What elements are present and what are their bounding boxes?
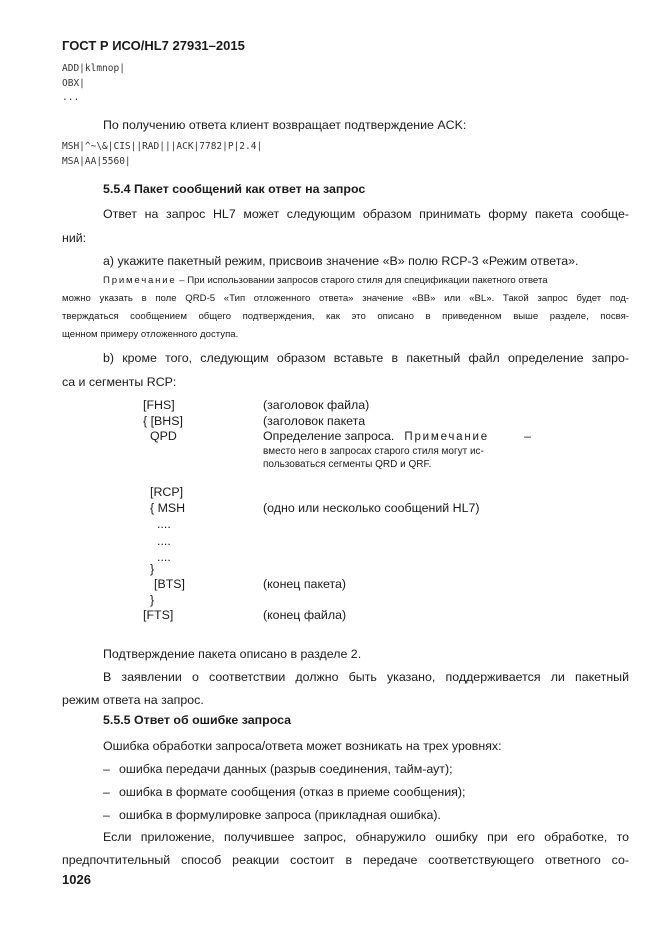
paragraph-intro: Ошибка обработки запроса/ответа может возникать на трех уровнях: [103, 739, 502, 753]
desc-qpd-line: пользоваться сегменты QRD и QRF. [263, 459, 432, 470]
segment-fts: [FTS] [143, 608, 174, 622]
code-line: MSA|AA|5560| [62, 156, 131, 167]
code-line: OBX| [62, 78, 85, 89]
segment-ellipsis: .... [157, 550, 171, 564]
segment-brace: } [150, 562, 155, 576]
list-item: ошибка в формате сообщения (отказ в приеме сообщения); [119, 785, 466, 799]
section-heading-5-5-5: 5.5.5 Ответ об ошибке запроса [103, 713, 292, 727]
list-item-dash: – [103, 762, 110, 776]
segment-msh: { MSH [150, 501, 186, 515]
code-line: ADD|klmnop| [62, 63, 125, 74]
desc-qpd-dash: – [524, 429, 531, 443]
segment-qpd: QPD [150, 429, 177, 443]
paragraph-line: Если приложение, получившее запрос, обнаружило ошибку при его обработке, то [103, 830, 629, 844]
paragraph-line: режим ответа на запрос. [62, 693, 204, 707]
list-item-dash: – [103, 808, 110, 822]
list-item-b: b) кроме того, следующим образом вставьте в пакетный файл определение запро- [103, 351, 629, 365]
desc-fhs: (заголовок файла) [263, 398, 370, 412]
note-line: щенном примеру отложенного доступа. [62, 329, 239, 340]
code-line: ... [62, 92, 80, 103]
section-heading-5-5-4: 5.5.4 Пакет сообщений как ответ на запрос [103, 182, 366, 196]
desc-bts: (конец пакета) [263, 577, 347, 591]
desc-qpd-note-label: Примечание [404, 431, 489, 443]
note-text: – При использовании запросов старого стиля для спецификации пакетного ответа [176, 275, 548, 286]
list-item: ошибка в формулировке запроса (прикладная ошибка). [119, 808, 441, 822]
list-item-a: а) укажите пакетный режим, присвоив значение «B» полю RCP-3 «Режим ответа». [103, 254, 579, 268]
paragraph-line: Ответ на запрос HL7 может следующим образом принимать форму пакета сообще- [103, 207, 629, 221]
note-line: можно указать в поле QRD-5 «Тип отложенного ответа» значение «BB» или «BL». Такой запрос будет под- [62, 293, 629, 304]
segment-bhs: { [BHS] [143, 414, 183, 428]
paragraph-line: ний: [62, 231, 87, 245]
paragraph-line: В заявлении о соответствии должно быть указано, поддерживается ли пакетный [103, 670, 629, 684]
desc-qpd-text: Определение запроса. [263, 429, 395, 443]
segment-brace: } [150, 593, 155, 607]
desc-bhs: (заголовок пакета [263, 414, 366, 428]
page-number: 1026 [62, 872, 91, 887]
list-item-dash: – [103, 785, 110, 799]
desc-qpd-line: вместо него в запросах старого стиля могут ис- [263, 446, 484, 457]
note-line [103, 272, 548, 290]
desc-fts: (конец файла) [263, 608, 347, 622]
segment-rcp: [RCP] [150, 485, 184, 499]
paragraph-batch-ack: Подтверждение пакета описано в разделе 2. [103, 647, 362, 661]
segment-ellipsis: .... [157, 534, 171, 548]
segment-ellipsis: .... [157, 517, 171, 531]
note-line: тверждаться сообщением общего подтверждения, как это описано в приведенном выше разделе, посвя- [62, 311, 629, 322]
segment-fhs: [FHS] [143, 398, 175, 412]
paragraph-line: предпочтительный способ реакции состоит в передаче соответствующего ответного со- [62, 853, 629, 867]
list-item: ошибка передачи данных (разрыв соединения, тайм-аут); [119, 762, 453, 776]
desc-msh: (одно или несколько сообщений HL7) [263, 501, 480, 515]
paragraph-line: са и сегменты RCP: [62, 375, 177, 389]
document-header: ГОСТ Р ИСО/HL7 27931–2015 [62, 38, 245, 53]
code-line: MSH|^~\&|CIS||RAD|||ACK|7782|P|2.4| [62, 141, 263, 152]
paragraph-ack: По получению ответа клиент возвращает подтверждение ACK: [103, 118, 467, 132]
note-label: Примечание [103, 275, 177, 286]
segment-bts: [BTS] [154, 577, 185, 591]
